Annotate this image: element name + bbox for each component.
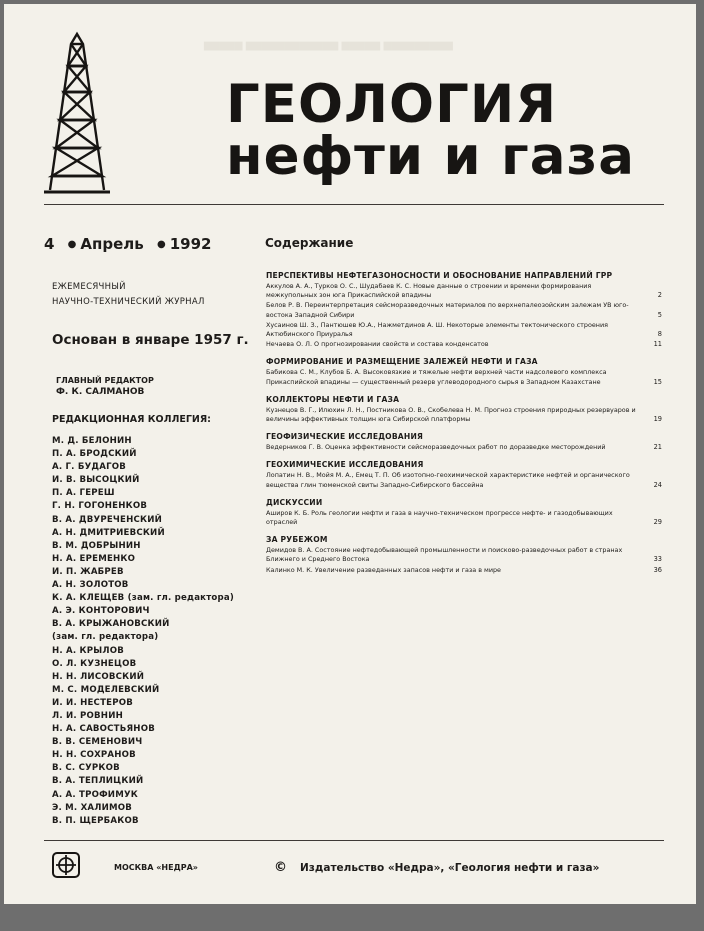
contents-entry-text: Лопатин Н. В., Мойя М. А., Емец Т. П. Об изотопно-геохимической характеристике нефтей и органического вещества глин тюменской свиты Западно-Сибирского бассейна	[266, 471, 630, 489]
contents-entry	[266, 282, 662, 300]
board-member: В. А. КРЫЖАНОВСКИЙ	[52, 619, 170, 630]
contents-heading: Содержание	[265, 236, 354, 250]
contents-entry	[266, 509, 662, 527]
contents-entry-page: 19	[653, 415, 662, 424]
journal-cover-page	[4, 4, 696, 904]
publisher-city: МОСКВА «НЕДРА»	[114, 863, 198, 872]
issue-year: 1992	[169, 235, 212, 253]
board-member: Н. Н. СОХРАНОВ	[52, 750, 136, 761]
board-member: В. С. СУРКОВ	[52, 763, 120, 774]
journal-type-line: ЕЖЕМЕСЯЧНЫЙ	[52, 282, 126, 292]
journal-title	[226, 74, 636, 187]
contents-entry-text: Калинко М. К. Увеличение разведанных запасов нефти и газа в мире	[266, 565, 501, 574]
chief-editor	[56, 375, 266, 398]
issue-month: Апрель	[80, 235, 144, 253]
nedra-logo-icon	[52, 852, 80, 878]
board-member: И. П. ЖАБРЕВ	[52, 566, 124, 577]
board-member: Н. А. КРЫЛОВ	[52, 645, 124, 656]
board-member: А. А. ТРОФИМУК	[52, 789, 138, 800]
contents-section-title: ПЕРСПЕКТИВЫ НЕФТЕГАЗОНОСНОСТИ И ОБОСНОВАНИЕ НАПРАВЛЕНИЙ ГРР	[266, 271, 613, 280]
board-member: Э. М. ХАЛИМОВ	[52, 802, 132, 813]
footer-divider	[44, 840, 664, 841]
contents-entry-page: 2	[657, 291, 662, 300]
board-member: В. В. СЕМЕНОВИЧ	[52, 737, 143, 748]
board-member: В. П. ЩЕРБАКОВ	[52, 815, 139, 826]
board-member: О. Л. КУЗНЕЦОВ	[52, 658, 137, 669]
founded-date: Основан в январе 1957 г.	[52, 332, 249, 348]
contents-entry	[266, 340, 662, 349]
contents-entry-page: 21	[653, 443, 662, 452]
issue-line	[44, 235, 211, 253]
board-member: М. С. МОДЕЛЕВСКИЙ	[52, 684, 160, 695]
board-member: И. И. НЕСТЕРОВ	[52, 697, 133, 708]
contents-section-title: КОЛЛЕКТОРЫ НЕФТИ И ГАЗА	[266, 394, 400, 404]
contents-entry	[266, 406, 662, 424]
contents-entry	[266, 368, 662, 386]
contents-entry-page: 8	[657, 330, 662, 339]
contents-entry-text: Демидов В. А. Состояние нефтедобывающей промышленности и поисково-разведочных работ в странах Ближнего и Среднего Востока	[266, 546, 623, 564]
show-through: ▆▆▆▆▆▆▆▆▆ ▆▆▆▆▆ ▆▆▆▆▆▆▆▆▆▆▆▆ ▆▆▆▆▆	[204, 40, 453, 51]
contents-section-title: ДИСКУССИИ	[266, 497, 323, 507]
board-member: А. Н. ЗОЛОТОВ	[52, 580, 129, 591]
contents-entry-text: Нечаева О. Л. О прогнозировании свойств и состава конденсатов	[266, 340, 489, 349]
contents-entry-page: 33	[653, 555, 662, 564]
board-member: П. А. БРОДСКИЙ	[52, 449, 137, 460]
board-member: В. А. ТЕПЛИЦКИЙ	[52, 776, 144, 787]
board-member: К. А. КЛЕЩЕВ (зам. гл. редактора)	[52, 593, 234, 604]
chief-editor-label: ГЛАВНЫЙ РЕДАКТОР	[56, 376, 154, 385]
board-member: М. Д. БЕЛОНИН	[52, 436, 132, 446]
oil-derrick-icon	[44, 30, 110, 196]
contents-entry-text: Аккулов А. А., Турков О. С., Шудабаев К. С. Новые данные о строении и времени формирования межкупольных зон юга Прикаспийской впадины	[266, 282, 592, 300]
contents-section-title: ЗА РУБЕЖОМ	[266, 535, 328, 545]
contents-section-title: ГЕОФИЗИЧЕСКИЕ ИССЛЕДОВАНИЯ	[266, 432, 424, 442]
board-member: П. А. ГЕРЕШ	[52, 488, 115, 499]
contents-section-title: ГЕОХИМИЧЕСКИЕ ИССЛЕДОВАНИЯ	[266, 460, 424, 470]
journal-type	[52, 280, 262, 310]
board-member: Н. Н. ЛИСОВСКИЙ	[52, 671, 145, 682]
copyright-symbol: ©	[274, 860, 287, 875]
journal-title-line2: нефти и газа	[226, 126, 636, 187]
contents-entry-text: Аширов К. Б. Роль геологии нефти и газа в научно-техническом прогрессе нефте- и газодобывающих отраслей	[266, 508, 613, 527]
contents-entry-page: 24	[653, 480, 662, 489]
copyright-text: Издательство «Недра», «Геология нефти и газа»	[300, 862, 600, 874]
contents-entry-text: Хусаинов Ш. З., Пантюшев Ю.А., Нажметдинов А. Ш. Некоторые элементы тектонического строения Актюбинского Приуралья	[266, 320, 608, 339]
chief-editor-name: Ф. К. САЛМАНОВ	[56, 387, 145, 397]
board-member: Л. И. РОВНИН	[52, 710, 123, 721]
journal-type-line: НАУЧНО-ТЕХНИЧЕСКИЙ ЖУРНАЛ	[52, 297, 205, 307]
contents-entry	[266, 301, 662, 319]
contents-entry-page: 11	[653, 340, 662, 349]
contents-entry-page: 29	[653, 518, 662, 527]
contents-entry-page: 36	[653, 565, 662, 574]
board-member: А. Э. КОНТОРОВИЧ	[52, 606, 150, 617]
contents-entry	[266, 443, 662, 452]
board-member: И. В. ВЫСОЦКИЙ	[52, 475, 140, 486]
contents-entry-page: 5	[657, 310, 662, 319]
board-member: В. М. ДОБРЫНИН	[52, 540, 141, 551]
board-member: Н. А. САВОСТЬЯНОВ	[52, 724, 155, 735]
contents-entry	[266, 566, 662, 575]
contents-entry-text: Ведерников Г. В. Оценка эффективности сейсморазведочных работ по доразведке месторождений	[266, 443, 606, 452]
contents-entry-text: Белов Р. В. Переинтерпретация сейсморазведочных материалов по верхнепалеозойским залежам УВ юго-востока Западной Сибири	[266, 301, 629, 319]
issue-bullet: ●	[67, 239, 77, 250]
issue-bullet: ●	[157, 239, 166, 250]
board-member: (зам. гл. редактора)	[52, 632, 159, 643]
contents-entry	[266, 321, 662, 339]
contents-section-title: ФОРМИРОВАНИЕ И РАЗМЕЩЕНИЕ ЗАЛЕЖЕЙ НЕФТИ И ГАЗА	[266, 357, 538, 367]
contents-entry	[266, 546, 662, 564]
table-of-contents	[266, 271, 662, 575]
contents-entry-text: Кузнецов В. Г., Илюхин Л. Н., Постникова О. В., Скобелева Н. М. Прогноз строения природных резервуаров и величины эффективных толщин юга Сибирской платформы	[266, 405, 636, 424]
masthead-divider	[44, 204, 664, 205]
contents-entry-page: 15	[653, 377, 662, 386]
issue-number: 4	[44, 235, 55, 253]
board-member: В. А. ДВУРЕЧЕНСКИЙ	[52, 514, 163, 525]
board-member: А. Н. ДМИТРИЕВСКИЙ	[52, 527, 165, 538]
board-member: А. Г. БУДАГОВ	[52, 462, 127, 473]
board-member: Н. А. ЕРЕМЕНКО	[52, 553, 136, 564]
contents-entry	[266, 471, 662, 489]
board-heading: РЕДАКЦИОННАЯ КОЛЛЕГИЯ:	[52, 414, 211, 425]
journal-title-line1: ГЕОЛОГИЯ	[226, 74, 558, 135]
board-member-list	[52, 435, 234, 828]
contents-entry-text: Бабикова С. М., Клубов Б. А. Высоковязкие и тяжелые нефти верхней части надсолевого комплекса Прикаспийской впадины — существенный резерв углеводородного сырья в Западном Казахстане	[266, 368, 607, 386]
board-member: Г. Н. ГОГОНЕНКОВ	[52, 501, 148, 512]
